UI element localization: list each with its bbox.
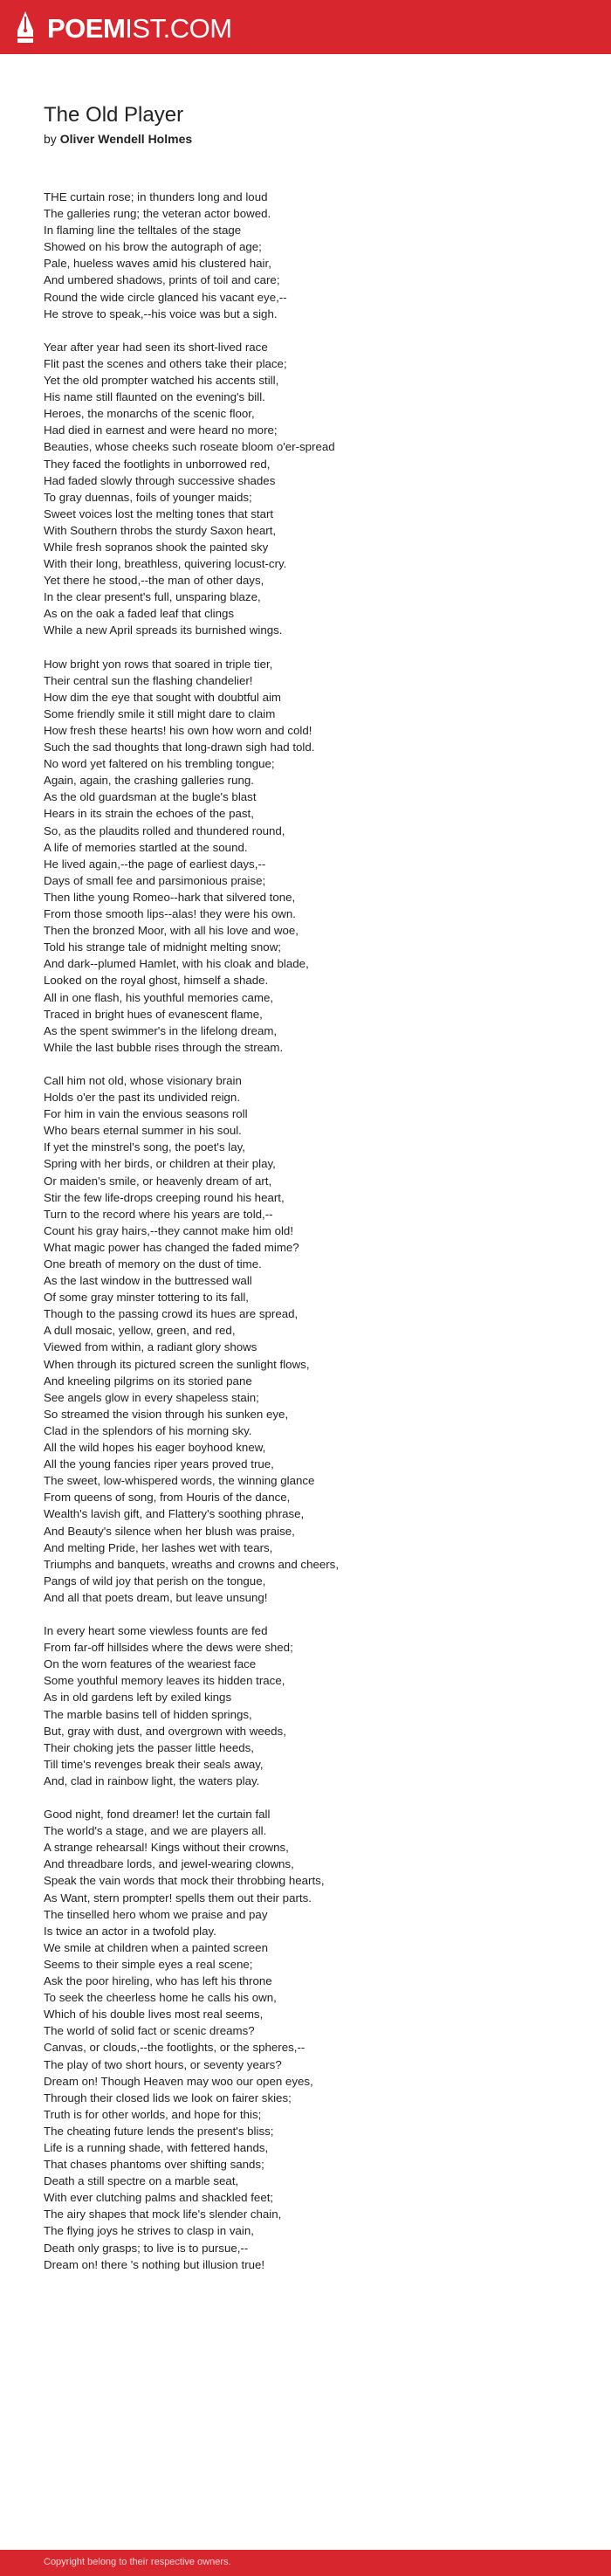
poem-line: Their central sun the flashing chandelier! bbox=[44, 673, 253, 687]
poem-line: While the last bubble rises through the stream. bbox=[44, 1040, 284, 1054]
poem-line: Canvas, or clouds,--the footlights, or the spheres,-- bbox=[44, 2041, 306, 2055]
poem-line: Days of small fee and parsimonious praise; bbox=[44, 873, 266, 887]
poem-line: Flit past the scenes and others take their place; bbox=[44, 356, 287, 370]
poem-line: Told his strange tale of midnight melting snow; bbox=[44, 940, 281, 954]
poem-line: Death only grasps; to live is to pursue,-- bbox=[44, 2241, 249, 2255]
poem-stanza bbox=[44, 656, 585, 1056]
poem-line: Their choking jets the passer little heeds, bbox=[44, 1740, 254, 1754]
poem-line: Good night, fond dreamer! let the curtain fall bbox=[44, 1808, 271, 1822]
poem-line: All the young fancies riper years proved true, bbox=[44, 1457, 274, 1471]
poem-line: Pangs of wild joy that perish on the tongue, bbox=[44, 1574, 266, 1588]
poem-line: On the worn features of the weariest face bbox=[44, 1657, 257, 1671]
poem-stanza bbox=[44, 1072, 585, 1606]
poem-stanza bbox=[44, 1622, 585, 1789]
poem-line: Stir the few life-drops creeping round his heart, bbox=[44, 1190, 285, 1204]
poem-line: From those smooth lips--alas! they were his own. bbox=[44, 907, 296, 921]
poem-line: All the wild hopes his eager boyhood knew, bbox=[44, 1441, 266, 1455]
poem-stanza bbox=[44, 189, 585, 322]
poem-line: Seems to their simple eyes a real scene; bbox=[44, 1957, 253, 1971]
poem-line: Had died in earnest and were heard no more; bbox=[44, 424, 278, 437]
poem-line: Then lithe young Romeo--hark that silvered tone, bbox=[44, 890, 296, 904]
poem-line: Some friendly smile it still might dare to claim bbox=[44, 706, 276, 720]
poem-line: Count his gray hairs,--they cannot make him old! bbox=[44, 1223, 294, 1237]
poem-line: And Beauty's silence when her blush was praise, bbox=[44, 1524, 295, 1538]
poem-line: Death a still spectre on a marble seat, bbox=[44, 2174, 239, 2188]
poem-line: How dim the eye that sought with doubtful aim bbox=[44, 690, 281, 704]
poem-line: THE curtain rose; in thunders long and loud bbox=[44, 190, 268, 203]
poem-line: Yet there he stood,--the man of other days, bbox=[44, 574, 264, 588]
poem-line: In every heart some viewless founts are fed bbox=[44, 1624, 268, 1638]
poem-line: The flying joys he strives to clasp in vain, bbox=[44, 2224, 254, 2238]
poem-line: For him in vain the envious seasons roll bbox=[44, 1107, 248, 1121]
site-header bbox=[0, 0, 611, 54]
poem-line: And, clad in rainbow light, the waters play. bbox=[44, 1774, 260, 1787]
poem-line: No word yet faltered on his trembling tongue; bbox=[44, 757, 275, 771]
poem-line: The galleries rung; the veteran actor bowed. bbox=[44, 207, 271, 221]
poem-line: Heroes, the monarchs of the scenic floor, bbox=[44, 407, 255, 421]
poem-line: All in one flash, his youthful memories came, bbox=[44, 990, 274, 1004]
poem-line: Then the bronzed Moor, with all his love and woe, bbox=[44, 924, 299, 938]
poem-line: Which of his double lives most real seems, bbox=[44, 2008, 264, 2022]
poem-line: Round the wide circle glanced his vacant eye,-- bbox=[44, 290, 287, 304]
poem-line: Speak the vain words that mock their throbbing hearts, bbox=[44, 1874, 325, 1888]
author-link[interactable]: Oliver Wendell Holmes bbox=[59, 132, 193, 146]
copyright-text: Copyright belong to their respective owners. bbox=[44, 2557, 231, 2567]
poem-line: Looked on the royal ghost, himself a shade. bbox=[44, 974, 269, 988]
poem-title: The Old Player bbox=[44, 103, 184, 127]
poem-line: The tinselled hero whom we praise and pay bbox=[44, 1907, 268, 1921]
poem-line: We smile at children when a painted screen bbox=[44, 1940, 268, 1954]
poem-line: Who bears eternal summer in his soul. bbox=[44, 1124, 242, 1138]
poem-line: But, gray with dust, and overgrown with weeds, bbox=[44, 1724, 286, 1738]
poem-line: Pale, hueless waves amid his clustered hair, bbox=[44, 257, 271, 271]
poem-line: And umbered shadows, prints of toil and care; bbox=[44, 273, 280, 287]
poem-line: The world of solid fact or scenic dreams? bbox=[44, 2024, 255, 2038]
poem-line: Some youthful memory leaves its hidden trace, bbox=[44, 1674, 285, 1688]
poem-line: Wealth's lavish gift, and Flattery's soothing phrase, bbox=[44, 1507, 305, 1521]
poem-line: His name still flaunted on the evening's bill. bbox=[44, 390, 265, 404]
poem-line: Or maiden's smile, or heavenly dream of art, bbox=[44, 1174, 272, 1188]
poem-line: And melting Pride, her lashes wet with tears, bbox=[44, 1540, 273, 1554]
poem-line: So streamed the vision through his sunken eye, bbox=[44, 1407, 289, 1421]
poem-line: And all that poets dream, but leave unsung! bbox=[44, 1590, 268, 1604]
poem-line: From queens of song, from Houris of the dance, bbox=[44, 1491, 291, 1505]
poem-line: The airy shapes that mock life's slender chain, bbox=[44, 2208, 282, 2221]
poem-line: In flaming line the telltales of the stage bbox=[44, 224, 242, 238]
poem-line: If yet the minstrel's song, the poet's lay, bbox=[44, 1140, 245, 1154]
poem-line: To gray duennas, foils of younger maids; bbox=[44, 490, 252, 504]
site-footer bbox=[0, 2550, 611, 2576]
poem-line: Traced in bright hues of evanescent flame, bbox=[44, 1007, 263, 1021]
poem-line: As in old gardens left by exiled kings bbox=[44, 1691, 232, 1705]
poem-line: The world's a stage, and we are players all. bbox=[44, 1824, 267, 1838]
poem-line: A strange rehearsal! Kings without their crowns, bbox=[44, 1841, 289, 1855]
poem-line: Had faded slowly through successive shades bbox=[44, 473, 276, 487]
poem-body bbox=[44, 189, 585, 2290]
poem-line: With Southern throbs the sturdy Saxon heart, bbox=[44, 523, 277, 537]
by-label: by bbox=[44, 132, 57, 146]
poem-line: They faced the footlights in unborrowed red, bbox=[44, 457, 271, 471]
poem-line: A life of memories startled at the sound. bbox=[44, 840, 248, 854]
poem-line: Life is a running shade, with fettered hands, bbox=[44, 2140, 269, 2154]
pen-nib-icon bbox=[16, 11, 35, 45]
poem-line: Ask the poor hireling, who has left his throne bbox=[44, 1974, 272, 1988]
poem-line: The cheating future lends the present's bliss; bbox=[44, 2124, 274, 2138]
poem-line: Clad in the splendors of his morning sky. bbox=[44, 1423, 252, 1437]
poem-line: Viewed from within, a radiant glory shows bbox=[44, 1340, 257, 1354]
poem-line: While fresh sopranos shook the painted sky bbox=[44, 540, 269, 554]
poem-line: How fresh these hearts! his own how worn and cold! bbox=[44, 724, 312, 737]
poem-line: Holds o'er the past its undivided reign. bbox=[44, 1091, 241, 1105]
poem-line: As the old guardsman at the bugle's blast bbox=[44, 790, 257, 804]
poem-line: Hears in its strain the echoes of the past, bbox=[44, 807, 254, 821]
poem-line: As the spent swimmer's in the lifelong dream, bbox=[44, 1023, 278, 1037]
poem-stanza bbox=[44, 1806, 585, 2273]
poem-line: Spring with her birds, or children at their play, bbox=[44, 1157, 276, 1171]
poem-line: In the clear present's full, unsparing blaze, bbox=[44, 590, 261, 604]
poem-line: How bright yon rows that soared in triple tier, bbox=[44, 657, 273, 671]
poem-line: See angels glow in every shapeless stain; bbox=[44, 1390, 259, 1404]
poem-line: As the last window in the buttressed wall bbox=[44, 1274, 252, 1288]
poem-line: From far-off hillsides where the dews were shed; bbox=[44, 1641, 293, 1655]
poem-line: Is twice an actor in a twofold play. bbox=[44, 1924, 216, 1938]
poem-line: Year after year had seen its short-lived race bbox=[44, 340, 268, 354]
poem-line: As Want, stern prompter! spells them out their parts. bbox=[44, 1891, 312, 1904]
poem-byline bbox=[44, 132, 192, 146]
poem-line: While a new April spreads its burnished wings. bbox=[44, 623, 283, 637]
poem-line: Again, again, the crashing galleries rung. bbox=[44, 774, 254, 788]
poem-line: Turn to the record where his years are told,-- bbox=[44, 1207, 273, 1221]
poem-line: Beauties, whose cheeks such roseate bloom o'er-spread bbox=[44, 440, 335, 454]
poem-line: Truth is for other worlds, and hope for this; bbox=[44, 2107, 262, 2121]
poem-line: With ever clutching palms and shackled feet; bbox=[44, 2191, 274, 2205]
poem-line: Dream on! there 's nothing but illusion true! bbox=[44, 2257, 265, 2271]
poem-line: Call him not old, whose visionary brain bbox=[44, 1073, 242, 1087]
poem-line: And threadbare lords, and jewel-wearing clowns, bbox=[44, 1857, 294, 1871]
poem-stanza bbox=[44, 339, 585, 639]
poem-line: Till time's revenges break their seals away, bbox=[44, 1757, 264, 1771]
poem-line: And kneeling pilgrims on its storied pane bbox=[44, 1374, 252, 1388]
poem-line: What magic power has changed the faded mime? bbox=[44, 1240, 299, 1254]
logo-text-light: IST.COM bbox=[125, 12, 232, 44]
poem-line: Though to the passing crowd its hues are spread, bbox=[44, 1307, 299, 1321]
poem-line: He strove to speak,--his voice was but a sigh. bbox=[44, 307, 278, 320]
poem-line: As on the oak a faded leaf that clings bbox=[44, 607, 235, 621]
poem-line: The marble basins tell of hidden springs, bbox=[44, 1707, 252, 1721]
poem-line: Showed on his brow the autograph of age; bbox=[44, 240, 262, 254]
poem-line: Yet the old prompter watched his accents still, bbox=[44, 374, 279, 388]
poem-line: With their long, breathless, quivering locust-cry. bbox=[44, 557, 287, 571]
poem-line: To seek the cheerless home he calls his own, bbox=[44, 1991, 277, 2005]
poem-line: When through its pictured screen the sunlight flows, bbox=[44, 1357, 310, 1371]
logo-text-bold: POEM bbox=[47, 12, 126, 44]
poem-line: Sweet voices lost the melting tones that start bbox=[44, 506, 274, 520]
site-logo[interactable] bbox=[16, 10, 232, 45]
poem-line: Triumphs and banquets, wreaths and crowns and cheers, bbox=[44, 1557, 340, 1571]
poem-line: Dream on! Though Heaven may woo our open eyes, bbox=[44, 2074, 313, 2088]
poem-line: And dark--plumed Hamlet, with his cloak and blade, bbox=[44, 957, 309, 971]
poem-line: The sweet, low-whispered words, the winning glance bbox=[44, 1474, 315, 1488]
poem-line: Through their closed lids we look on fairer skies; bbox=[44, 2090, 292, 2104]
poem-line: A dull mosaic, yellow, green, and red, bbox=[44, 1324, 236, 1338]
poem-line: One breath of memory on the dust of time. bbox=[44, 1257, 262, 1271]
poem-line: So, as the plaudits rolled and thundered round, bbox=[44, 823, 285, 837]
poem-line: That chases phantoms over shifting sands; bbox=[44, 2158, 264, 2172]
logo-text bbox=[47, 12, 232, 44]
poem-line: The play of two short hours, or seventy years? bbox=[44, 2057, 282, 2071]
poem-line: Of some gray minster tottering to its fall, bbox=[44, 1291, 249, 1305]
poem-line: He lived again,--the page of earliest days,-- bbox=[44, 857, 266, 871]
poem-line: Such the sad thoughts that long-drawn sigh had told. bbox=[44, 740, 315, 754]
